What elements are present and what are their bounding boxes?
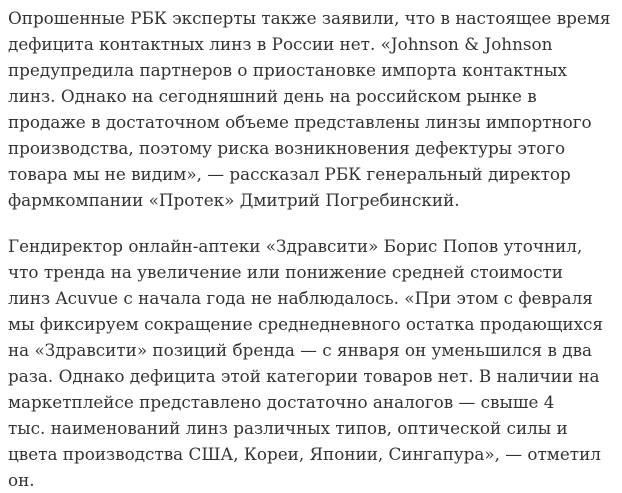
text-line: он. xyxy=(8,470,35,490)
paragraph-experts xyxy=(8,5,610,213)
text-line: товара мы не видим», — рассказал РБК генеральный директор xyxy=(8,164,571,184)
text-line: фармкомпании «Протек» Дмитрий Погребинский. xyxy=(8,190,460,210)
text-line: цвета производства США, Кореи, Японии, Сингапура», — отметил xyxy=(8,444,601,464)
text-line: Гендиректор онлайн-аптеки «Здравсити» Борис Попов уточнил, xyxy=(8,236,583,256)
paragraph-zdravcity xyxy=(8,233,603,493)
text-line: линз Acuvue с начала года не наблюдалось. «При этом с февраля xyxy=(8,288,593,308)
text-line: дефицита контактных линз в России нет. «Johnson & Johnson xyxy=(8,34,553,54)
text-line: мы фиксируем сокращение среднедневного остатка продающихся xyxy=(8,314,604,334)
text-line: предупредила партнеров о приостановке импорта контактных xyxy=(8,60,567,80)
text-line: раза. Однако дефицита этой категории товаров нет. В наличии на xyxy=(8,366,600,386)
text-line: Опрошенные РБК эксперты также заявили, что в настоящее время xyxy=(8,8,611,28)
text-line: производства, поэтому риска возникновения дефектуры этого xyxy=(8,138,566,158)
text-line: на «Здравсити» позиций бренда — с января он уменьшился в два xyxy=(8,340,593,360)
text-line: маркетплейсе представлено достаточно аналогов — свыше 4 xyxy=(8,392,555,412)
text-line: линз. Однако на сегодняшний день на российском рынке в xyxy=(8,86,537,106)
text-line: что тренда на увеличение или понижение средней стоимости xyxy=(8,262,563,282)
text-line: тыс. наименований линз различных типов, оптической силы и xyxy=(8,418,568,438)
text-line: продаже в достаточном объеме представлены линзы импортного xyxy=(8,112,592,132)
